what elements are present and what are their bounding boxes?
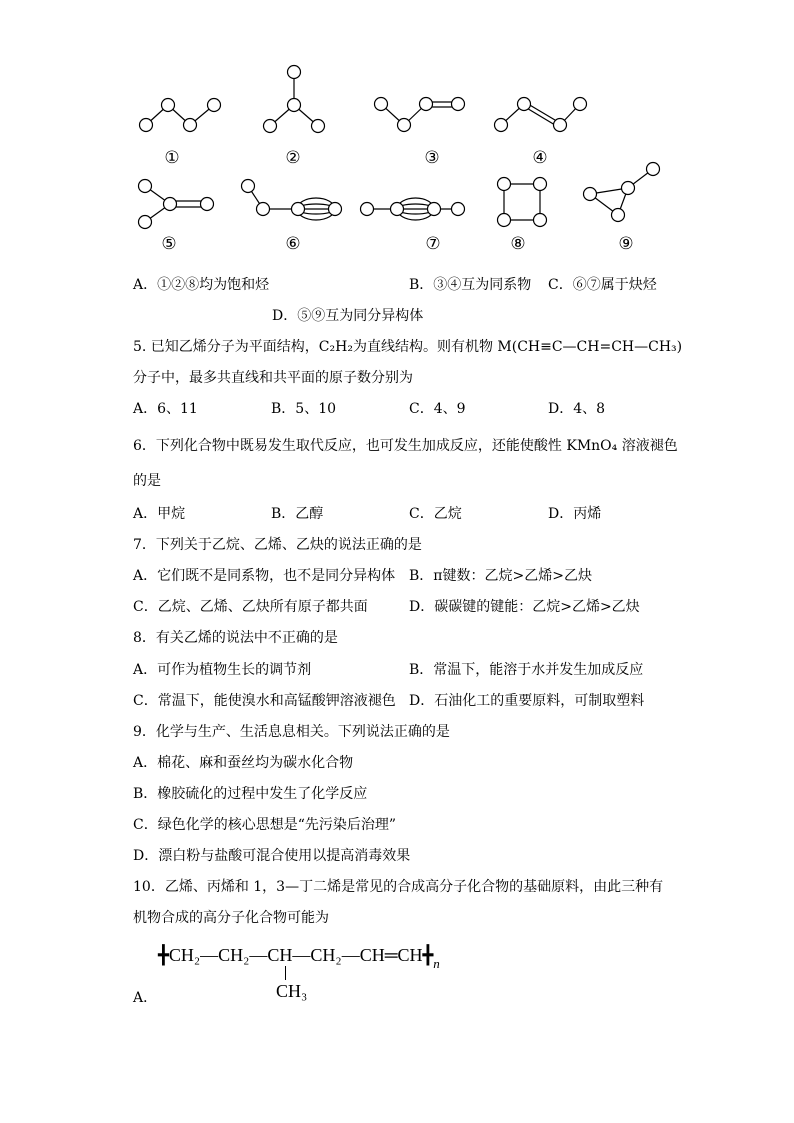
q10-stem-line-1: 10．乙烯、丙烯和 1，3—丁二烯是常见的合成高分子化合物的基础原料，由此三种有 [133,879,664,895]
q4-option-a: A．①②⑧均为饱和烃 [133,277,270,293]
molecule-1-diagram [138,95,228,135]
methyl-branch-group: CH₃ [276,981,308,1001]
molecule-9-diagram [580,160,670,230]
q4-option-b: B．③④互为同系物 [409,277,532,293]
q5-stem-line-1: 5. 已知乙烯分子为平面结构，C₂H₂为直线结构。则有机物 M(CH≡C—CH=CH—CH₃) [133,339,683,355]
q10-option-a-label: A． [133,990,158,1006]
molecule-9-label: ⑨ [618,234,634,254]
molecule-4-label: ④ [532,148,548,168]
molecule-2-label: ② [285,148,301,168]
q4-option-d: D．⑤⑨互为同分异构体 [272,308,424,324]
q9-option-a: A．棉花、麻和蚕丝均为碳水化合物 [133,755,354,771]
molecule-7-label: ⑦ [425,234,441,254]
molecule-5-diagram [135,176,220,231]
q6-stem-line-2: 的是 [133,473,161,489]
polymer-open-bracket: ╋ [158,945,169,965]
polymer-main-chain: CH₂—CH₂—CH—CH₂—CH═CH [168,945,423,965]
q6-option-c: C．乙烷 [409,506,462,522]
q7-option-b: B．π键数：乙烷>乙烯>乙炔 [409,568,592,584]
q4-option-c: C．⑥⑦属于炔烃 [548,277,657,293]
q6-stem-line-1: 6．下列化合物中既易发生取代反应，也可发生加成反应，还能使酸性 KMnO₄ 溶液褪色 [133,438,678,454]
molecule-1-label: ① [164,148,180,168]
q8-option-d: D．石油化工的重要原料，可制取塑料 [409,693,645,709]
q6-option-d: D．丙烯 [548,506,602,522]
molecule-6-diagram [238,176,348,226]
q6-option-b: B．乙醇 [271,506,324,522]
q9-option-b: B．橡胶硫化的过程中发生了化学反应 [133,786,368,802]
q8-option-c: C．常温下，能使溴水和高锰酸钾溶液褪色 [133,693,396,709]
molecule-4-diagram [492,95,592,135]
q10-option-a-polymer-formula [158,944,440,975]
molecule-3-diagram [372,95,472,135]
q5-option-d: D．4、8 [548,401,606,417]
q5-option-b: B．5、10 [271,401,337,417]
molecule-5-label: ⑤ [161,234,177,254]
q7-stem: 7．下列关于乙烷、乙烯、乙炔的说法正确的是 [133,537,422,553]
molecule-8-label: ⑧ [510,234,526,254]
methyl-branch-bond [285,966,286,980]
q7-option-d: D．碳碳键的键能：乙烷>乙烯>乙炔 [409,599,640,615]
q7-option-c: C．乙烷、乙烯、乙炔所有原子都共面 [133,599,368,615]
q8-option-b: B．常温下，能溶于水并发生加成反应 [409,662,644,678]
q8-option-a: A．可作为植物生长的调节剂 [133,662,312,678]
q8-stem: 8．有关乙烯的说法中不正确的是 [133,630,338,646]
molecule-2-diagram [258,62,328,137]
q5-stem-line-2: 分子中，最多共直线和共平面的原子数分别为 [133,370,413,386]
polymer-repeat-index: n [433,956,440,971]
q9-option-d: D．漂白粉与盐酸可混合使用以提高消毒效果 [133,848,411,864]
q6-option-a: A．甲烷 [133,506,186,522]
q9-stem: 9．化学与生产、生活息息相关。下列说法正确的是 [133,724,450,740]
q5-option-a: A．6、11 [133,401,198,417]
molecule-3-label: ③ [424,148,440,168]
molecule-8-diagram [494,176,554,231]
q7-option-a: A．它们既不是同系物，也不是同分异构体 [133,568,396,584]
molecule-7-diagram [358,176,468,226]
polymer-close-bracket: ╋ [422,945,434,965]
molecule-6-label: ⑥ [285,234,301,254]
q5-option-c: C．4、9 [409,401,466,417]
q10-stem-line-2: 机物合成的高分子化合物可能为 [133,910,329,926]
q9-option-c: C．绿色化学的核心思想是“先污染后治理” [133,817,397,833]
